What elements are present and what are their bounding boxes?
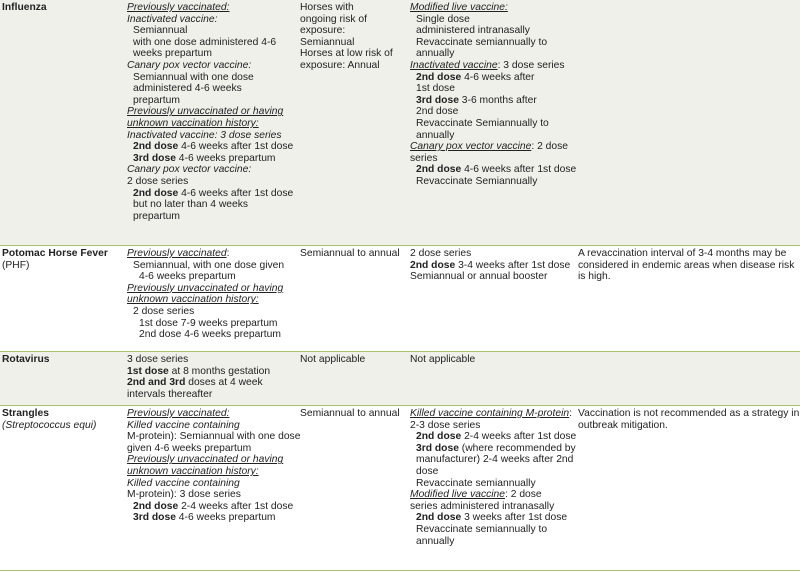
line-text: manufacturer) 2-4 weeks after 2nd: [416, 454, 574, 466]
line-text: 4-6 weeks after: [461, 71, 535, 83]
line-text: dose: [416, 465, 439, 477]
line-text: 2-4 weeks after 1st dose: [461, 431, 577, 443]
cell-line: [127, 211, 297, 223]
cell-line: [127, 199, 297, 211]
cell-line: [300, 408, 405, 420]
line-text: doses at 4 week: [185, 377, 263, 389]
cell-line: [410, 60, 575, 72]
line-text: Modified live vaccine: [410, 489, 506, 501]
line-text: Not applicable: [410, 354, 476, 365]
table-row-strangles: [0, 406, 800, 571]
cell-line: [410, 176, 575, 188]
cell-line: [410, 164, 575, 176]
cell-line: [410, 118, 575, 130]
line-text: series: [410, 152, 438, 164]
adult-revaccination-cell: [300, 354, 405, 366]
dose-label: 3rd dose: [133, 152, 176, 164]
line-text: Semiannual to annual: [300, 408, 400, 419]
line-text: Single dose: [416, 13, 470, 25]
cell-line: [300, 354, 405, 366]
cell-line: [127, 283, 297, 295]
cell-line: [127, 25, 297, 37]
line-tail: :: [569, 408, 572, 419]
cell-line: [127, 153, 297, 165]
line-text: Revaccinate semiannually to: [416, 523, 548, 535]
cell-line: [410, 72, 575, 84]
line-text: Inactivated vaccine: [410, 59, 498, 71]
line-text: Semiannual to annual: [300, 248, 400, 259]
cell-line: [410, 141, 575, 153]
cell-line: [300, 2, 405, 14]
line-text: 1st dose 7-9 weeks prepartum: [139, 317, 278, 329]
cell-line: [127, 260, 297, 272]
line-text: unknown vaccination history:: [127, 117, 259, 129]
line-text: Not applicable: [300, 354, 366, 365]
adult-revaccination-cell: [300, 408, 405, 420]
dose-label: 2nd dose: [416, 71, 462, 83]
cell-line: [127, 466, 297, 478]
line-text: 3 dose series: [127, 354, 189, 365]
line-text: Killed vaccine containing: [127, 477, 240, 489]
line-text: Previously vaccinated:: [127, 2, 230, 13]
disease-name: (Streptococcus equi): [2, 419, 97, 431]
line-tail: : 3 dose series: [497, 59, 565, 71]
table-row-influenza: [0, 0, 800, 246]
prepartum-cell: [127, 2, 297, 222]
dose-label: 2nd dose: [416, 164, 462, 176]
disease-cell: [2, 248, 122, 271]
cell-line: [127, 37, 297, 49]
prepartum-cell: [127, 248, 297, 341]
line-text: with one dose administered 4-6: [133, 36, 277, 48]
dose-label: 2nd dose: [416, 512, 462, 524]
line-text: 2nd dose: [416, 106, 459, 118]
disease-cell: [2, 354, 122, 366]
line-text: Semiannual, with one dose given: [133, 259, 285, 271]
line-text: Modified live vaccine:: [410, 2, 508, 13]
cell-line: [127, 512, 297, 524]
line-text: Revaccinate semiannually to: [416, 36, 548, 48]
line-text: Previously vaccinated:: [127, 408, 230, 419]
line-text: Semiannual with one dose: [133, 71, 254, 83]
cell-line: [578, 271, 798, 283]
line-text: M-protein): 3 dose series: [127, 489, 241, 501]
cell-line: [127, 130, 297, 142]
line-text: Canary pox vector vaccine: [410, 141, 532, 153]
cell-line: [410, 2, 575, 14]
cell-line: [410, 37, 575, 49]
line-text: exposure:: [300, 25, 346, 37]
table-row-rotavirus: [0, 352, 800, 406]
cell-line: [127, 354, 297, 366]
line-text: 4-6 weeks after 1st dose: [178, 187, 294, 199]
cell-line: [410, 431, 575, 443]
cell-line: [410, 443, 575, 455]
line-text: annually: [416, 48, 455, 60]
line-text: 4-6 weeks prepartum: [175, 152, 276, 164]
line-text: at 8 months gestation: [168, 365, 271, 377]
cell-line: [578, 408, 798, 420]
line-text: Horses at low risk of: [300, 48, 393, 60]
cell-line: [300, 14, 405, 26]
line-text: intervals thereafter: [127, 388, 213, 400]
line-text: ongoing risk of: [300, 13, 367, 25]
line-text: Revaccinate Semiannually to: [416, 117, 549, 129]
cell-line: [300, 25, 405, 37]
foal-vaccination-cell: [410, 2, 575, 188]
disease-name: Potomac Horse Fever: [2, 248, 108, 259]
line-text: 4-6 weeks prepartum: [139, 271, 236, 283]
cell-line: [127, 318, 297, 330]
cell-line: [127, 478, 297, 490]
line-text: 4-6 weeks prepartum: [175, 512, 276, 524]
line-text: Semiannual: [300, 36, 355, 48]
dose-label: 2nd dose: [133, 187, 179, 199]
dose-label: 1st dose: [127, 365, 169, 377]
line-text: 2 dose series: [410, 248, 472, 259]
line-text: 3-6 months after: [458, 94, 537, 106]
line-text: Inactivated vaccine: 3 dose series: [127, 129, 282, 141]
line-text: but no later than 4 weeks: [133, 199, 249, 211]
line-text: outbreak mitigation.: [578, 419, 668, 431]
dose-label: 3rd dose: [133, 512, 176, 524]
line-text: 3 weeks after 1st dose: [461, 512, 568, 524]
cell-line: [127, 83, 297, 95]
cell-line: [127, 271, 297, 283]
cell-line: [127, 2, 297, 14]
adult-revaccination-cell: [300, 2, 405, 72]
cell-line: [410, 248, 575, 260]
cell-line: [410, 48, 575, 60]
cell-line: [127, 389, 297, 401]
line-text: 2nd dose 4-6 weeks prepartum: [139, 329, 281, 341]
line-tail: : 2 dose: [505, 489, 542, 501]
cell-line: [410, 501, 575, 513]
cell-line: [410, 95, 575, 107]
cell-line: [127, 454, 297, 466]
cell-line: [410, 466, 575, 478]
cell-line: [300, 60, 405, 72]
prepartum-cell: [127, 408, 301, 524]
cell-line: [300, 48, 405, 60]
line-text: Previously unvaccinated or having: [127, 282, 284, 294]
cell-line: [127, 164, 297, 176]
foal-vaccination-cell: [410, 354, 575, 366]
line-text: Killed vaccine containing: [127, 419, 240, 431]
line-text: annually: [416, 129, 455, 141]
cell-line: [578, 248, 798, 260]
cell-line: [410, 83, 575, 95]
cell-line: [410, 260, 575, 272]
line-text: weeks prepartum: [133, 48, 212, 60]
cell-line: [127, 72, 297, 84]
prepartum-cell: [127, 354, 297, 400]
cell-line: [410, 130, 575, 142]
cell-line: [578, 420, 798, 432]
cell-line: [127, 377, 297, 389]
cell-line: [127, 366, 297, 378]
cell-line: [410, 524, 575, 536]
line-text: is high.: [578, 271, 611, 283]
disease-name: Influenza: [2, 2, 47, 13]
line-text: 4-6 weeks after 1st dose: [461, 164, 577, 176]
line-text: Semiannual or annual booster: [410, 271, 548, 283]
line-text: Previously unvaccinated or having: [127, 106, 284, 118]
line-text: 2-3 dose series: [410, 419, 481, 431]
cell-line: [127, 443, 297, 455]
line-text: Vaccination is not recommended as a strategy in: [578, 408, 800, 419]
line-text: Canary pox vector vaccine:: [127, 164, 252, 176]
cell-line: [410, 420, 575, 432]
line-text: administered intranasally: [416, 25, 530, 37]
comments-cell: [578, 248, 798, 283]
cell-line: [410, 536, 575, 548]
cell-line: [127, 501, 297, 513]
cell-line: [127, 95, 297, 107]
cell-line: [127, 306, 297, 318]
line-text: Semiannual: [133, 25, 188, 37]
line-text: 1st dose: [416, 83, 455, 95]
line-text: 4-6 weeks after 1st dose: [178, 141, 294, 153]
disease-name: (PHF): [2, 259, 30, 271]
dose-label: 2nd dose: [410, 259, 456, 271]
cell-line: [410, 14, 575, 26]
line-text: annually: [416, 535, 455, 547]
cell-line: [410, 271, 575, 283]
line-text: M-protein): Semiannual with one dose: [127, 431, 301, 443]
cell-line: [127, 248, 297, 260]
line-text: Revaccinate semiannually: [416, 477, 536, 489]
cell-line: [127, 489, 297, 501]
disease-name: Strangles: [2, 408, 49, 419]
cell-line: [127, 48, 297, 60]
adult-revaccination-cell: [300, 248, 405, 260]
line-text: 2 dose series: [127, 175, 189, 187]
cell-line: [127, 408, 297, 420]
dose-label: 2nd dose: [133, 141, 179, 153]
line-text: unknown vaccination history:: [127, 294, 259, 306]
dose-label: 2nd dose: [416, 431, 462, 443]
disease-cell: [2, 2, 122, 14]
line-text: Revaccinate Semiannually: [416, 175, 538, 187]
foal-vaccination-cell: [410, 248, 575, 283]
disease-name: Rotavirus: [2, 354, 50, 365]
cell-line: [410, 354, 575, 366]
line-text: Previously unvaccinated or having: [127, 454, 284, 466]
line-text: (where recommended by: [458, 442, 576, 454]
cell-line: [410, 153, 575, 165]
line-text: Previously vaccinated: [127, 248, 227, 259]
cell-line: [127, 106, 297, 118]
line-text: prepartum: [133, 94, 180, 106]
cell-line: [300, 37, 405, 49]
cell-line: [127, 420, 297, 432]
foal-vaccination-cell: [410, 408, 575, 547]
line-text: 2 dose series: [133, 305, 195, 317]
cell-line: [127, 141, 297, 153]
cell-line: [410, 106, 575, 118]
cell-line: [127, 294, 297, 306]
line-text: Inactivated vaccine:: [127, 13, 218, 25]
cell-line: [410, 25, 575, 37]
table-row-phf: [0, 246, 800, 352]
line-tail: :: [226, 248, 230, 259]
dose-label: 3rd dose: [416, 94, 459, 106]
disease-cell: [2, 408, 122, 431]
line-text: Horses with: [300, 2, 354, 13]
line-tail: : 2 dose: [531, 141, 568, 153]
cell-line: [127, 118, 297, 130]
line-text: A revaccination interval of 3-4 months may be: [578, 248, 787, 259]
line-text: administered 4-6 weeks: [133, 83, 242, 95]
cell-line: [578, 260, 798, 272]
line-text: series administered intranasally: [410, 500, 555, 512]
cell-line: [127, 60, 297, 72]
cell-line: [127, 431, 301, 443]
line-text: Killed vaccine containing M-protein: [410, 408, 570, 419]
cell-line: [410, 408, 575, 420]
cell-line: [127, 329, 297, 341]
line-text: considered in endemic areas when disease risk: [578, 259, 795, 271]
cell-line: [410, 454, 575, 466]
dose-label: 2nd dose: [133, 500, 179, 512]
cell-line: [410, 512, 575, 524]
line-text: exposure: Annual: [300, 59, 380, 71]
comments-cell: [578, 408, 798, 431]
dose-label: 3rd dose: [416, 442, 459, 454]
cell-line: [127, 14, 297, 26]
line-text: Canary pox vector vaccine:: [127, 59, 252, 71]
cell-line: [410, 478, 575, 490]
line-text: 2-4 weeks after 1st dose: [178, 500, 294, 512]
line-text: unknown vaccination history:: [127, 465, 259, 477]
cell-line: [127, 188, 297, 200]
dose-label: 2nd and 3rd: [127, 377, 186, 389]
line-text: given 4-6 weeks prepartum: [127, 442, 252, 454]
cell-line: [127, 176, 297, 188]
line-text: prepartum: [133, 210, 180, 222]
cell-line: [410, 489, 575, 501]
cell-line: [300, 248, 405, 260]
line-text: 3-4 weeks after 1st dose: [455, 259, 571, 271]
